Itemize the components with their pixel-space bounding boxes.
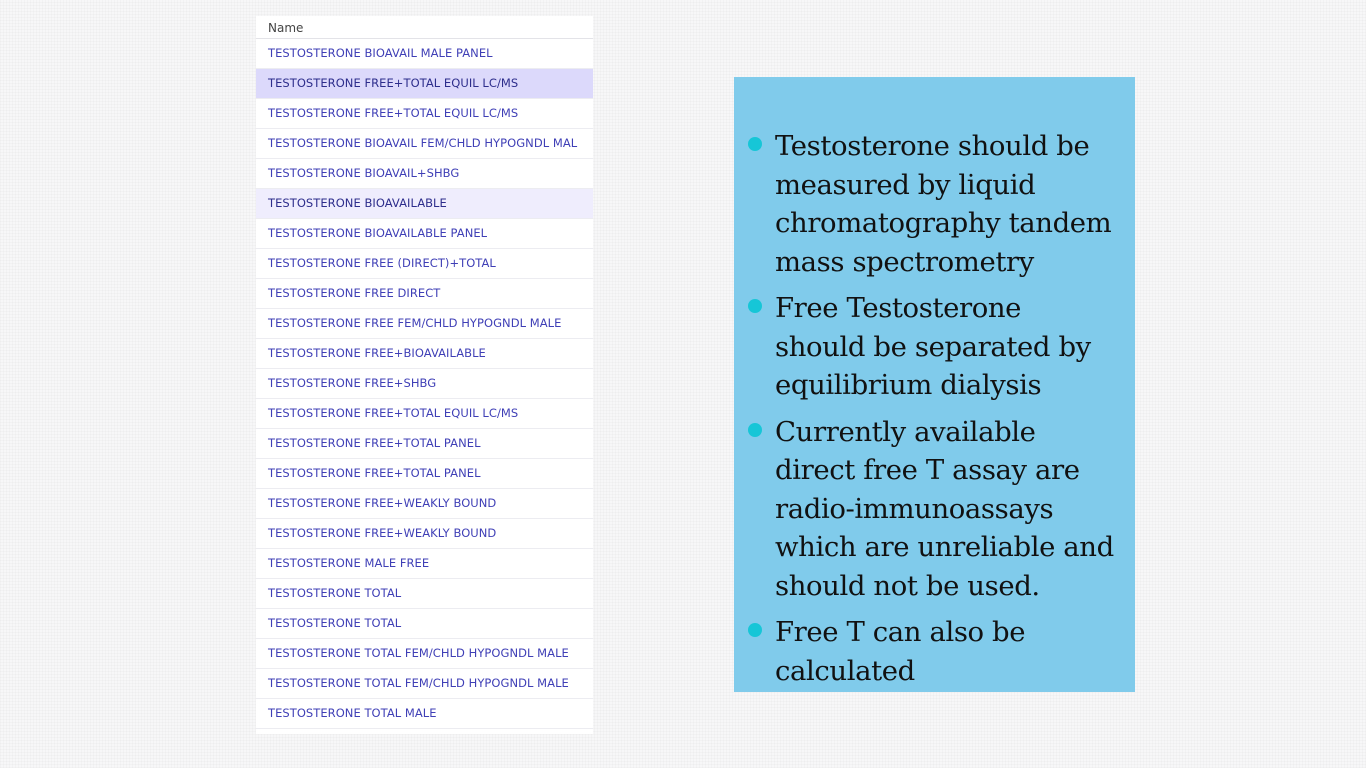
list-item[interactable]: TESTOSTERONE BIOAVAIL MALE PANEL [256,39,593,69]
list-item[interactable]: TESTOSTERONE TOTAL [256,609,593,639]
list-item[interactable]: TESTOSTERONE TOTAL [256,579,593,609]
bullet-item [748,613,1115,690]
test-name-list [256,16,593,734]
bullet-text: Currently available direct free T assay are radio-immunoassays which are unreliable and should not be used. [775,415,1114,602]
list-item[interactable]: TESTOSTERONE FREE+WEAKLY BOUND [256,489,593,519]
bullet-dot-icon [748,299,762,313]
list-item[interactable]: TESTOSTERONE TOTAL FEM/CHLD HYPOGNDL MALE [256,669,593,699]
list-items-container [256,39,593,729]
list-item[interactable]: TESTOSTERONE TOTAL MALE [256,699,593,729]
list-item[interactable]: TESTOSTERONE FREE+TOTAL EQUIL LC/MS [256,99,593,129]
name-column-header[interactable]: Name [256,16,593,39]
bullet-list [748,127,1115,690]
list-item[interactable]: TESTOSTERONE TOTAL FEM/CHLD HYPOGNDL MALE [256,639,593,669]
bullet-item [748,289,1115,405]
info-box [734,77,1135,692]
list-item[interactable]: TESTOSTERONE FREE (DIRECT)+TOTAL [256,249,593,279]
bullet-text: Free Testosterone should be separated by equilibrium dialysis [775,292,1091,401]
bullet-text: Free T can also be calculated [775,616,1026,687]
list-item[interactable]: TESTOSTERONE MALE FREE [256,549,593,579]
list-item[interactable]: TESTOSTERONE FREE+TOTAL PANEL [256,459,593,489]
bullet-item [748,127,1115,281]
list-item[interactable]: TESTOSTERONE FREE+TOTAL EQUIL LC/MS [256,399,593,429]
list-item[interactable]: TESTOSTERONE BIOAVAIL FEM/CHLD HYPOGNDL MAL [256,129,593,159]
bullet-dot-icon [748,137,762,151]
bullet-text: Testosterone should be measured by liquid chromatography tandem mass spectrometry [775,130,1112,278]
list-item[interactable]: TESTOSTERONE BIOAVAIL+SHBG [256,159,593,189]
list-item[interactable]: TESTOSTERONE FREE FEM/CHLD HYPOGNDL MALE [256,309,593,339]
bullet-dot-icon [748,623,762,637]
list-item[interactable]: TESTOSTERONE FREE+BIOAVAILABLE [256,339,593,369]
list-item[interactable]: TESTOSTERONE FREE+SHBG [256,369,593,399]
list-item[interactable]: TESTOSTERONE FREE+TOTAL EQUIL LC/MS [256,69,593,99]
bullet-dot-icon [748,423,762,437]
list-item[interactable]: TESTOSTERONE FREE DIRECT [256,279,593,309]
list-item[interactable]: TESTOSTERONE FREE+WEAKLY BOUND [256,519,593,549]
list-item[interactable]: TESTOSTERONE BIOAVAILABLE [256,189,593,219]
list-item[interactable]: TESTOSTERONE BIOAVAILABLE PANEL [256,219,593,249]
list-item[interactable]: TESTOSTERONE FREE+TOTAL PANEL [256,429,593,459]
bullet-item [748,413,1115,606]
